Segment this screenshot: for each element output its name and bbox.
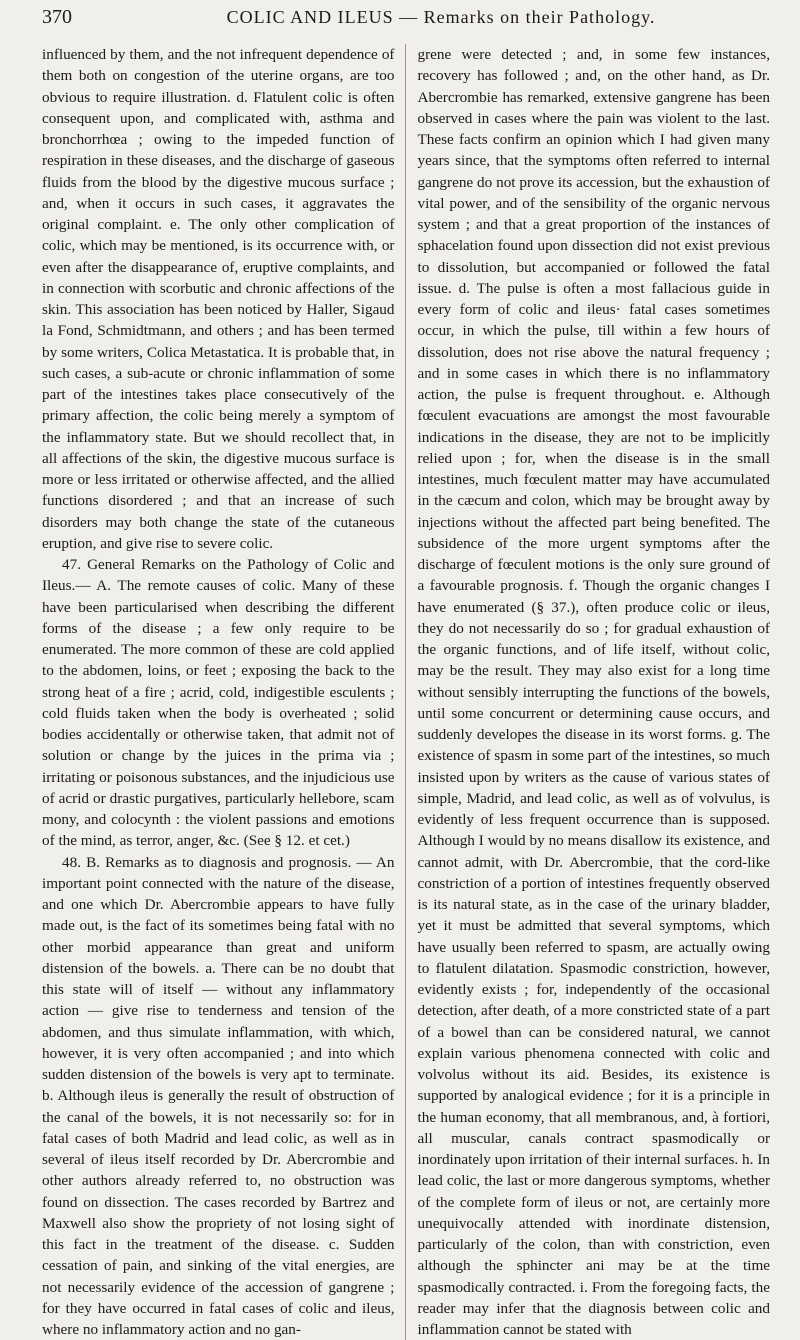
running-head: COLIC AND ILEUS — Remarks on their Pathology. [112,7,770,28]
page-header [42,0,770,44]
paragraph: influenced by them, and the not infrequent dependence of them both on congestion of the uterine organs, are too obvious to require illustration. d. Flatulent colic is often consequent upon, and complicated with, asthma and bronchorrhœa ; owing to the impeded function of respiration in these diseases, and the discharge of gaseous fluids from the blood by the digestive mucous surface ; and, when it occurs in such cases, it aggravates the original complaint. e. The only other complication of colic, which may be mentioned, is its occurrence with, or even after the disappearance of, eruptive complaints, and in connection with scorbutic and chronic affections of the skin. This association has been noticed by Haller, Sigaud la Fond, Schmidtmann, and others ; and has been termed by some writers, Colica Metastatica. It is probable that, in such cases, a sub-acute or chronic inflammation of some part of the intestines takes place consecutively of the primary affection, the colic being merely a symptom of the inflammatory state. But we should recollect that, in all affections of the skin, the digestive mucous surface is more or less irritated or otherwise affected, and the allied functions disordered ; and that an increase of such disorders may both change the state of the cutaneous eruption, and give rise to severe colic. [42,44,395,554]
text-columns [42,44,770,1340]
right-column [418,44,771,1340]
paragraph: 47. General Remarks on the Pathology of Colic and Ileus.— A. The remote causes of colic. Many of these have been particularised when describing the different forms of the disease ; a few only require to be enumerated. The more common of these are cold applied to the abdomen, loins, or feet ; exposing the back to the strong heat of a fire ; acrid, cold, indigestible esculents ; cold fluids taken when the body is overheated ; solid bodies accidentally or otherwise taken, that admit not of solution or change by the juices in the prima via ; irritating or poisonous substances, and the injudicious use of acrid or drastic purgatives, particularly hellebore, scam mony, and colocynth : the violent passions and emotions of the mind, as terror, anger, &c. (See § 12. et cet.) [42,554,395,852]
paragraph: 48. B. Remarks as to diagnosis and prognosis. — An important point connected with the nature of the disease, and one which Dr. Abercrombie appears to have fully made out, is the fact of its sometimes being fatal with no other morbid appearance than great and uniform distension of the bowels. a. There can be no doubt that this state will of itself — without any inflammatory action — give rise to tenderness and tension of the abdomen, and thus simulate inflammation, with which, however, it is very often accompanied ; and into which sudden distension of the bowels is very apt to terminate. b. Although ileus is generally the result of obstruction of the canal of the bowels, it is not necessarily so: for in fatal cases of both Madrid and lead colic, as well as in several of ileus itself recorded by Dr. Abercrombie and other authors already referred to, no obstruction was found on dissection. The cases recorded by Bartrez and Maxwell also show the propriety of not losing sight of this fact in the treatment of the disease. c. Sudden cessation of pain, and sinking of the vital energies, are not necessarily evidence of the accession of gangrene ; for they have occurred in fatal cases of colic and ileus, where no inflammatory action and no gan- [42,852,395,1340]
paragraph: grene were detected ; and, in some few instances, recovery has followed ; and, on the other hand, as Dr. Abercrombie has remarked, extensive gangrene has been observed in cases where the pain was violent to the last. These facts confirm an opinion which I had given many years since, that the symptoms often referred to internal gangrene do not prove its accession, but the exhaustion of vital power, and of the sensibility of the organic nervous system ; and that a great proportion of the instances of sphacelation found upon dissection did not exist previous to dissolution, but accompanied or followed the fatal issue. d. The pulse is often a most fallacious guide in every form of colic and ileus· fatal cases sometimes occur, in which the pulse, till within a few hours of dissolution, does not rise above the natural frequency ; and in some cases in which there is no inflammatory action, the pulse is frequent throughout. e. Although fœculent evacuations are amongst the most favourable indications in the disease, they are not to be implicitly relied upon ; for, when the disease is in the small intestines, much fœculent matter may have accumulated in the cæcum and colon, which may be brought away by injections without the affected part being benefited. The subsidence of the more urgent symptoms after the discharge of fœculent motions is the only sure ground of a favourable prognosis. f. Though the organic changes I have enumerated (§ 37.), often produce colic or ileus, they do not necessarily do so ; for gradual exhaustion of the organic functions, and of life itself, without colic, may be the result. They may also exist for a long time without sensibly interrupting the functions of the bowels, until some concurrent or determining cause occurs, and suddenly developes the disease in its worst forms. g. The existence of spasm in some part of the intestines, so much insisted upon by writers as the cause of various states of simple, Madrid, and lead colic, as well as of volvulus, is evidently of less frequent occurrence than is supposed. Although I would by no means disallow its existence, and cannot admit, with Dr. Abercrombie, that the cord-like constriction of a portion of intestines frequently observed is its natural state, as in the case of the urinary bladder, yet it must be admitted that several symptoms, which have usually been referred to spasm, are actually owing to flatulent dilatation. Spasmodic constriction, however, evidently exists ; for, independently of the occasional detection, after death, of a more constricted state of a part of a bowel than can be considered natural, we cannot explain various phenomena connected with colic and volvolus without its aid. Besides, its existence is supported by analogical evidence ; for it is a principle in the human economy, that all membranous, and, à fortiori, all muscular, canals contract spasmodically or inordinately upon irritation of their internal surfaces. h. In lead colic, the last or more dangerous symptoms, whether of the complete form of ileus or not, are certainly more unequivocally attended with inordinate distension, particularly of the colon, than with constriction, even although the sphincter ani may be at the time spasmodically contracted. i. From the foregoing facts, the reader may infer that the diagnosis between colic and inflammation cannot be stated with [418,44,771,1340]
page-number: 370 [42,6,112,29]
left-column [42,44,406,1340]
